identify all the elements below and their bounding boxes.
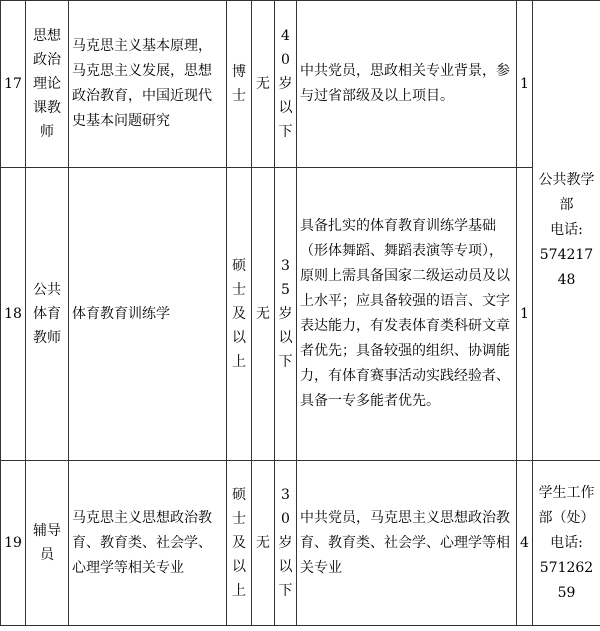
hiring-count: 4 (517, 461, 533, 626)
other-requirements: 中共党员，思政相关专业背景，参与过省部级及以上项目。 (297, 1, 517, 168)
position-name: 思想政治理论课教师 (26, 1, 69, 168)
age-requirement: 40岁以下 (275, 1, 297, 168)
hiring-count: 1 (517, 1, 533, 168)
row-number: 18 (1, 168, 26, 461)
age-requirement: 35岁以下 (275, 168, 297, 461)
other-requirements: 中共党员，马克思主义思想政治教育、教育类、社会学、心理学等相关专业 (297, 461, 517, 626)
contact-department: 学生工作部（处） (538, 484, 595, 526)
hiring-count: 1 (517, 168, 533, 461)
education-requirement: 硕士及以上 (227, 461, 252, 626)
table-row (1, 461, 600, 626)
major-requirement: 马克思主义基本原理，马克思主义发展，思想政治教育，中国近现代史基本问题研究 (69, 1, 227, 168)
education-requirement: 硕士及以上 (227, 168, 252, 461)
title-requirement: 无 (252, 168, 275, 461)
education-requirement: 博士 (227, 1, 252, 168)
contact-phone: 57421748 (539, 247, 594, 288)
contact-phone: 57126259 (539, 559, 594, 601)
contact-department: 公共教学部 (538, 172, 595, 213)
major-requirement: 体育教育训练学 (69, 168, 227, 461)
row-number: 17 (1, 1, 26, 168)
contact-cell (533, 1, 600, 461)
position-name: 辅导员 (26, 461, 69, 626)
table-row (1, 1, 600, 168)
title-requirement: 无 (252, 1, 275, 168)
position-name: 公共体育教师 (26, 168, 69, 461)
age-requirement: 30岁以下 (275, 461, 297, 626)
contact-phone-label: 电话: (550, 222, 583, 238)
row-number: 19 (1, 461, 26, 626)
contact-cell (533, 461, 600, 626)
contact-phone-label: 电话: (550, 534, 583, 551)
other-requirements: 具备扎实的体育教育训练学基础（形体舞蹈、舞蹈表演等专项），原则上需具备国家二级运动员及以上水平；应具备较强的语言、文字表达能力，有发表体育类科研文章者优先；具备较强的组织、协调能力，有体育赛事活动实践经验者、具备一专多能者优先。 (297, 168, 517, 461)
title-requirement: 无 (252, 461, 275, 626)
table-row (1, 168, 600, 461)
major-requirement: 马克思主义思想政治教育、教育类、社会学、心理学等相关专业 (69, 461, 227, 626)
